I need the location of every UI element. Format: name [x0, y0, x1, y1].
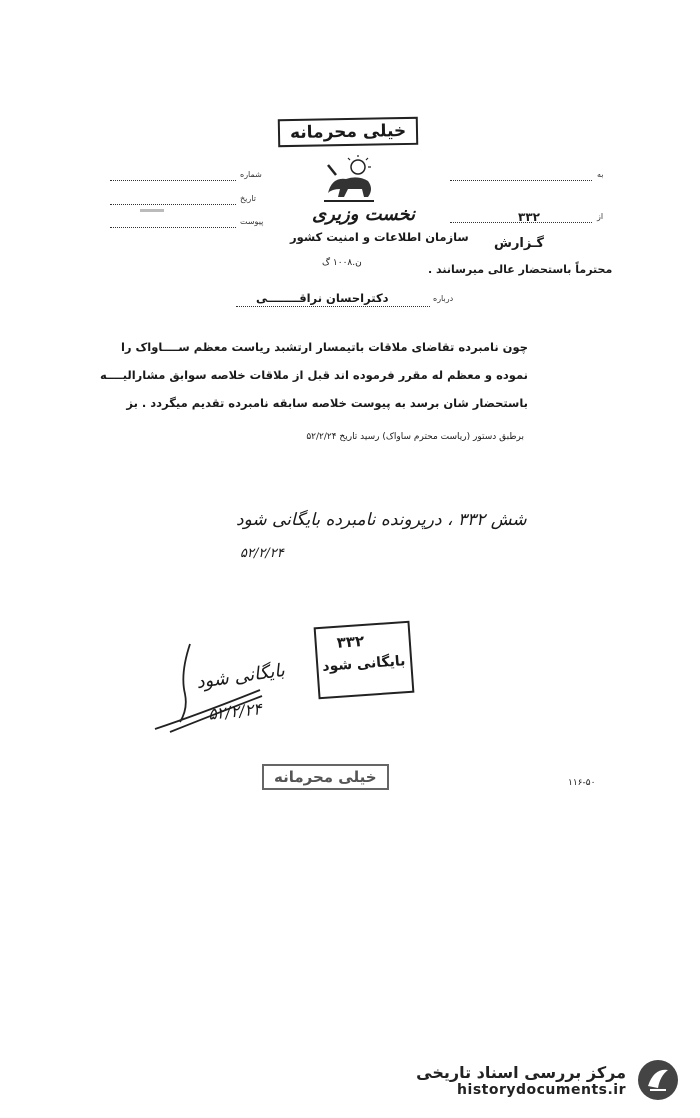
watermark: [416, 1058, 680, 1102]
watermark-title: مرکز بررسی اسناد تاریخی: [416, 1062, 626, 1082]
handwritten-note: شش ۳۳۲ ، درپرونده نامبرده بایگانی شود: [236, 510, 527, 530]
watermark-url: historydocuments.ir: [457, 1081, 626, 1098]
form-code: ۱۱۶-۵۰: [568, 778, 596, 788]
number-field-line: [110, 180, 236, 181]
top-classification-stamp: خیلی محرمانه: [278, 117, 419, 147]
letterhead-organization: سازمان اطلاعات و امنیت کشور: [290, 230, 469, 244]
archive-signature-date: ۵۲/۲/۲۴: [207, 699, 263, 724]
archive-logo-icon: [636, 1058, 680, 1102]
archive-signature-text: بایگانی شود: [194, 659, 287, 694]
to-field-label: به: [597, 170, 604, 179]
archive-stamp-text: بایگانی شود: [321, 653, 406, 675]
salutation: محترماً باستحضار عالی میرسانند .: [428, 263, 613, 276]
body-line-2: نموده و معظم له مقرر فرموده اند قبل از ملاقات خلاصه سوابق مشارالیــــه: [100, 368, 528, 382]
archive-stamp-number: ۳۳۲: [336, 631, 365, 652]
attachment-field-label: پیوست: [240, 217, 264, 226]
date-field-smudge: [140, 209, 164, 212]
reference-note: برطبق دستور (ریاست محترم ساواک) رسید تاریخ ۵۲/۲/۲۴: [306, 432, 524, 442]
bottom-classification-stamp: خیلی محرمانه: [262, 764, 389, 790]
lion-and-sun-emblem-icon: [318, 155, 378, 203]
handwritten-note-date: ۵۲/۲/۲۴: [240, 546, 284, 561]
date-field-label: تاریخ: [240, 194, 256, 203]
date-field-line: [110, 204, 236, 205]
attachment-field-line: [110, 227, 236, 228]
subject-label: درباره: [433, 294, 454, 303]
report-title: گـزارش: [494, 236, 544, 251]
subject-line: [236, 306, 430, 307]
archive-stamp: [314, 621, 415, 700]
letterhead-ministry: نخست وزیری: [312, 204, 416, 225]
body-line-3: باستحضار شان برسد به پیوست خلاصه سابقه نامبرده تقدیم میگردد . بز: [126, 396, 528, 410]
from-field-value: ۳۳۲: [518, 210, 540, 224]
letterhead-code: ن.۱۰۰۸ گ: [322, 258, 362, 268]
subject-value: دکتراحسان نراقــــــــی: [256, 291, 389, 305]
from-field-label: از: [597, 212, 604, 221]
to-field-line: [450, 180, 592, 181]
number-field-label: شماره: [240, 170, 262, 179]
body-line-1: چون نامبرده تقاضای ملاقات باتیمسار ارتشبد ریاست معظم ســــاواک را: [120, 340, 528, 354]
